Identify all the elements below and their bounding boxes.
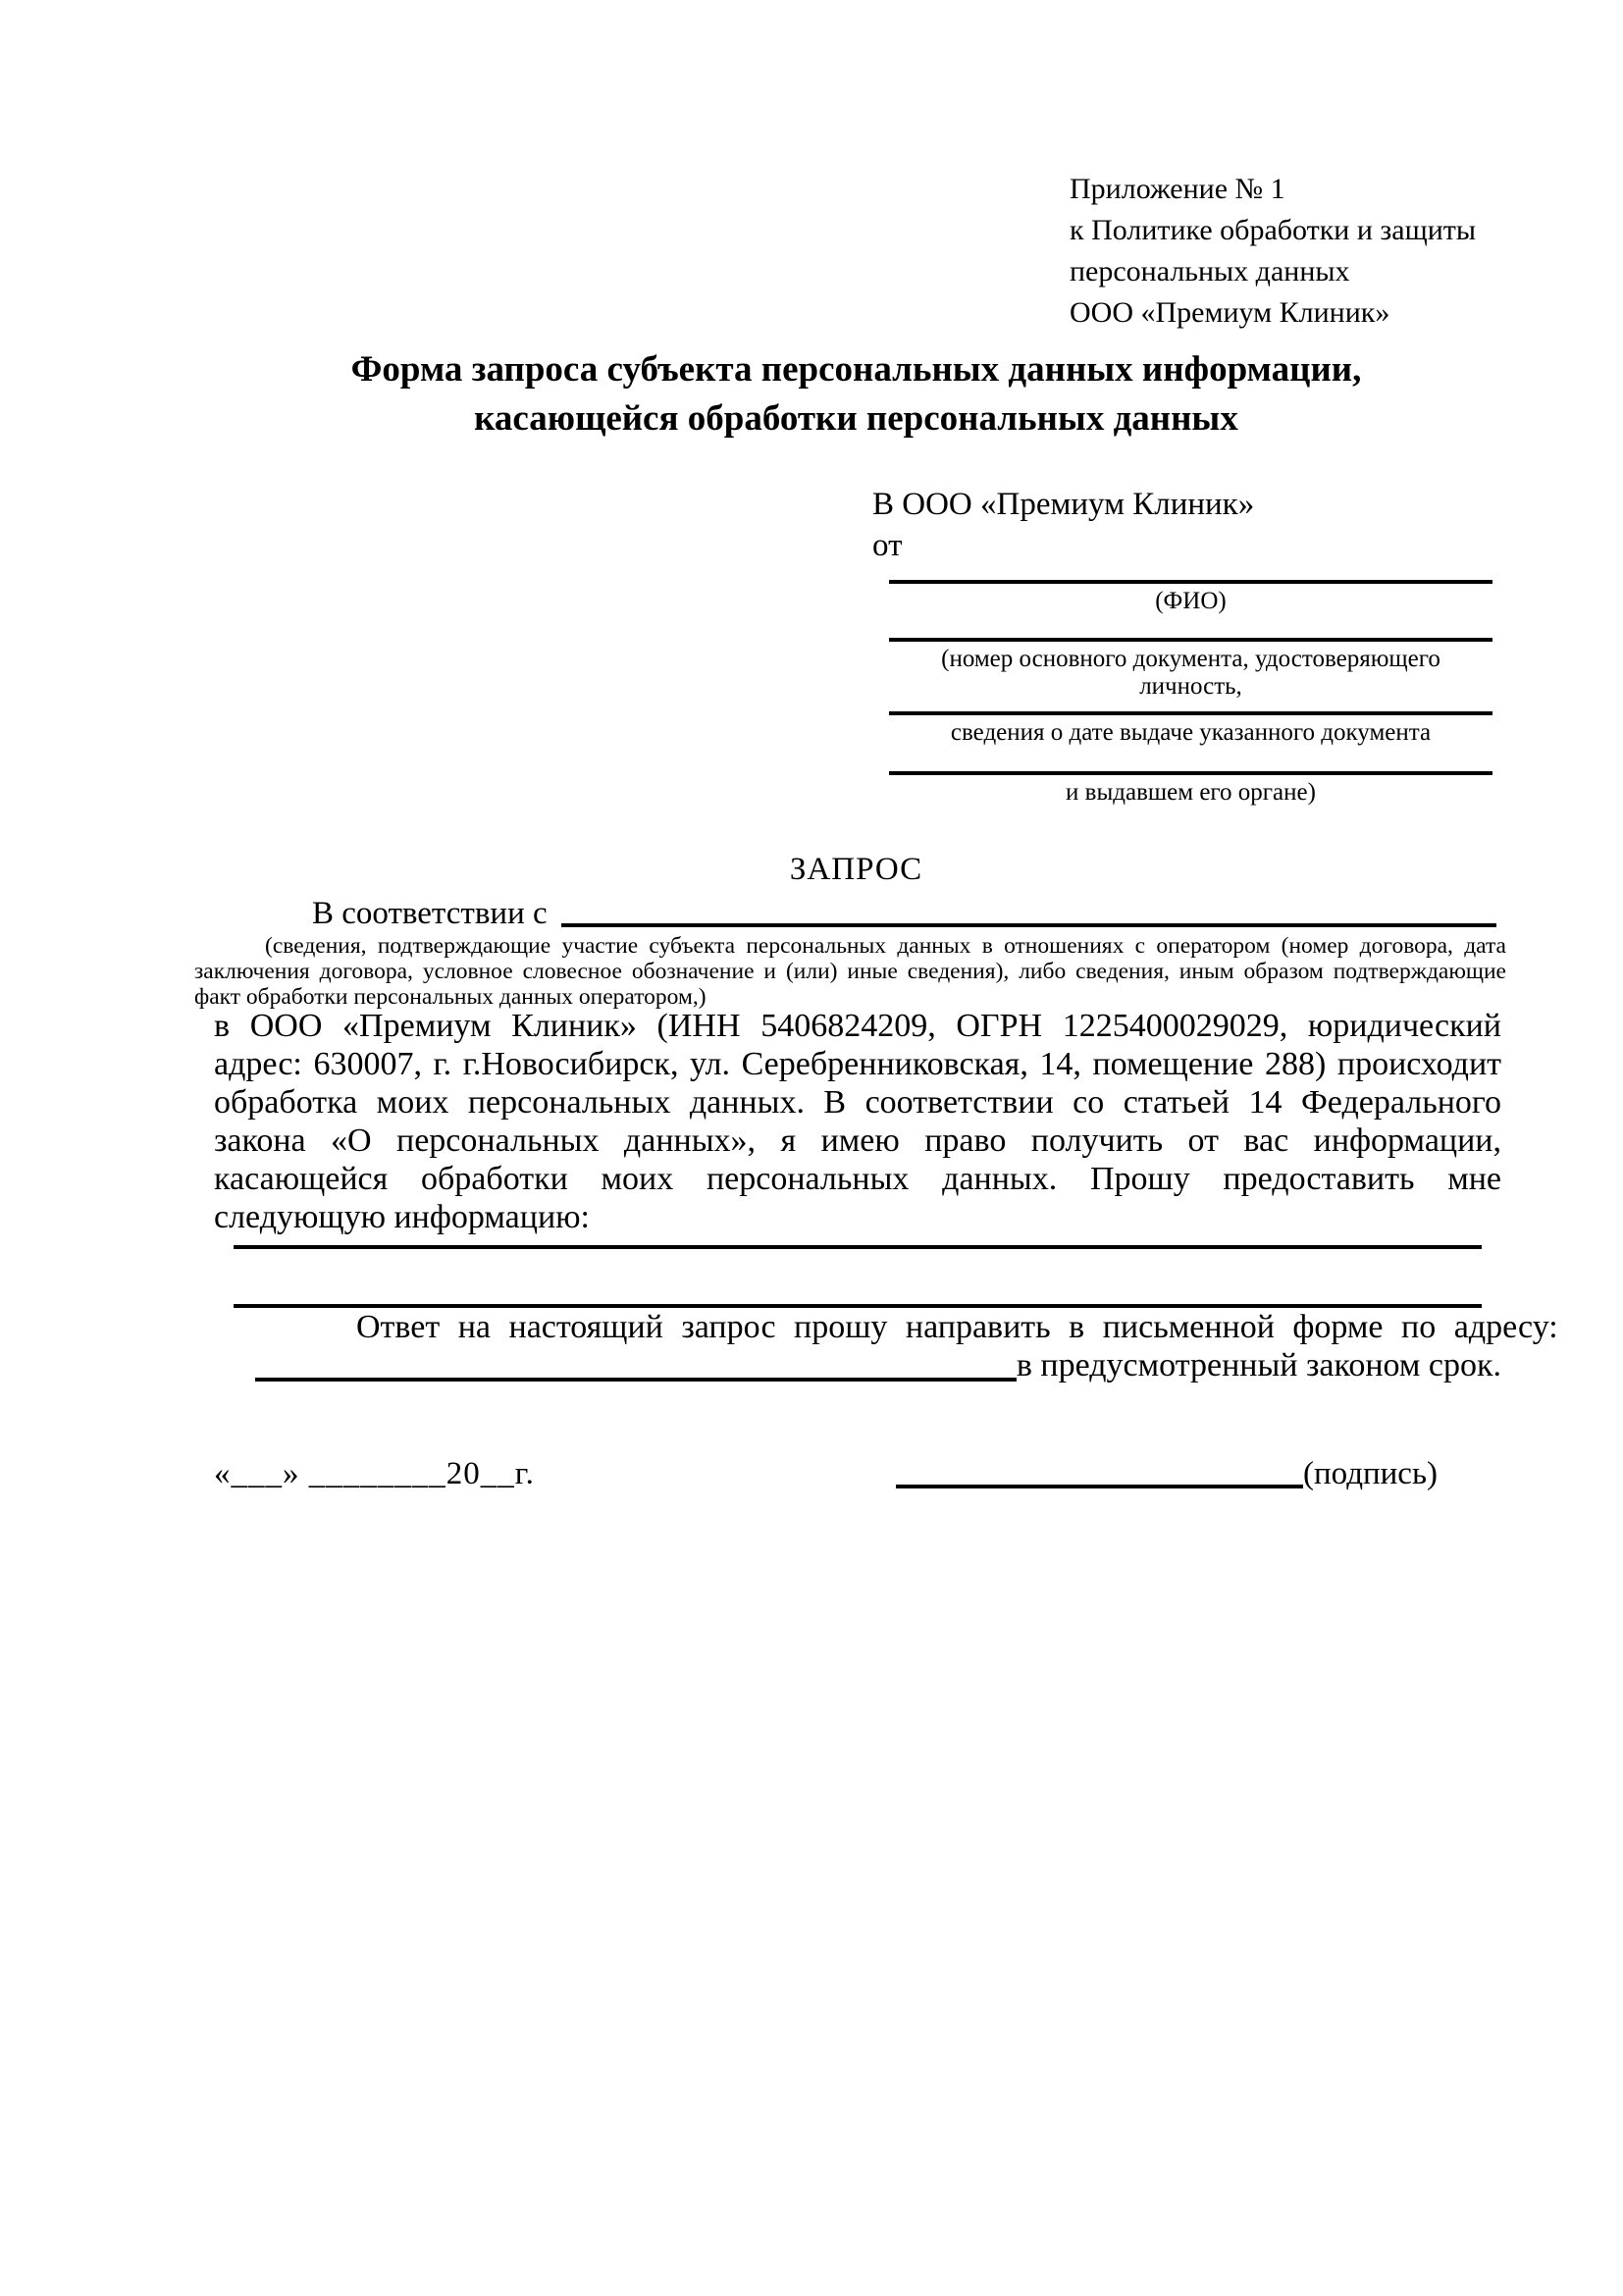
reply-request-text: Ответ на настоящий запрос прошу направить в письменной форме по адресу: — [356, 1309, 1558, 1345]
signature-caption: (подпись) — [1303, 1456, 1438, 1491]
issuing-authority-caption: и выдавшем его органе) — [1066, 779, 1316, 806]
appendix-block — [1070, 169, 1476, 334]
reply-suffix-text: в предусмотренный законом срок. — [1016, 1347, 1501, 1383]
appendix-line: ООО «Премиум Клиник» — [1070, 296, 1390, 329]
reply-address-row — [255, 1346, 1501, 1385]
date-template: «___» ________20__г. — [214, 1456, 535, 1491]
intro-prefix: В соответствии с — [312, 896, 548, 931]
id-number-caption: (номер основного документа, удостоверяющего личность, — [941, 646, 1440, 700]
issue-date-caption: сведения о дате выдаче указанного документа — [950, 719, 1432, 746]
document-title-line: касающейся обработки персональных данных — [474, 398, 1238, 439]
intro-footnote: (сведения, подтверждающие участие субъекта персональных данных в отношениях с оператором (номер договора, дата заключения договора, условное словесное обозначение и (или) иные сведения), либо сведения, иным образом подтверждающие факт обработки персональных данных оператором,) — [194, 933, 1506, 1010]
request-heading: ЗАПРОС — [789, 852, 923, 887]
request-body: в ООО «Премиум Клиник» (ИНН 5406824209, ОГРН 1225400029029, юридический адрес: 630007, г. г.Новосибирск, ул. Серебренниковская, 14, помещение 288) происходит обработка моих персональных данных. В соответствии со статьей 14 Федерального закона «О персональных данных», я имею право получить от вас информации, касающейся обработки моих персональных данных. Прошу предоставить мне следующую информацию: — [214, 1008, 1501, 1235]
addressee-to: В ООО «Премиум Клиник» — [872, 487, 1255, 522]
id-number-field-line — [889, 638, 1492, 642]
appendix-line: к Политике обработки и защиты — [1070, 214, 1477, 246]
issuing-authority-field-line — [889, 771, 1492, 775]
appendix-line: Приложение № 1 — [1070, 173, 1285, 205]
fio-field-line — [889, 580, 1492, 584]
intro-row — [312, 895, 1496, 932]
document-title — [211, 345, 1501, 444]
address-blank-line — [255, 1378, 1017, 1382]
issue-date-field-line — [889, 711, 1492, 715]
document-title-line: Форма запроса субъекта персональных данных информации, — [350, 349, 1362, 390]
signature-line — [896, 1485, 1303, 1488]
info-blank-line-1 — [234, 1245, 1482, 1249]
appendix-line: персональных данных — [1070, 255, 1350, 287]
intro-blank-line — [561, 923, 1496, 927]
addressee-from-label: от — [872, 528, 903, 563]
fio-caption: (ФИО) — [1155, 588, 1227, 614]
